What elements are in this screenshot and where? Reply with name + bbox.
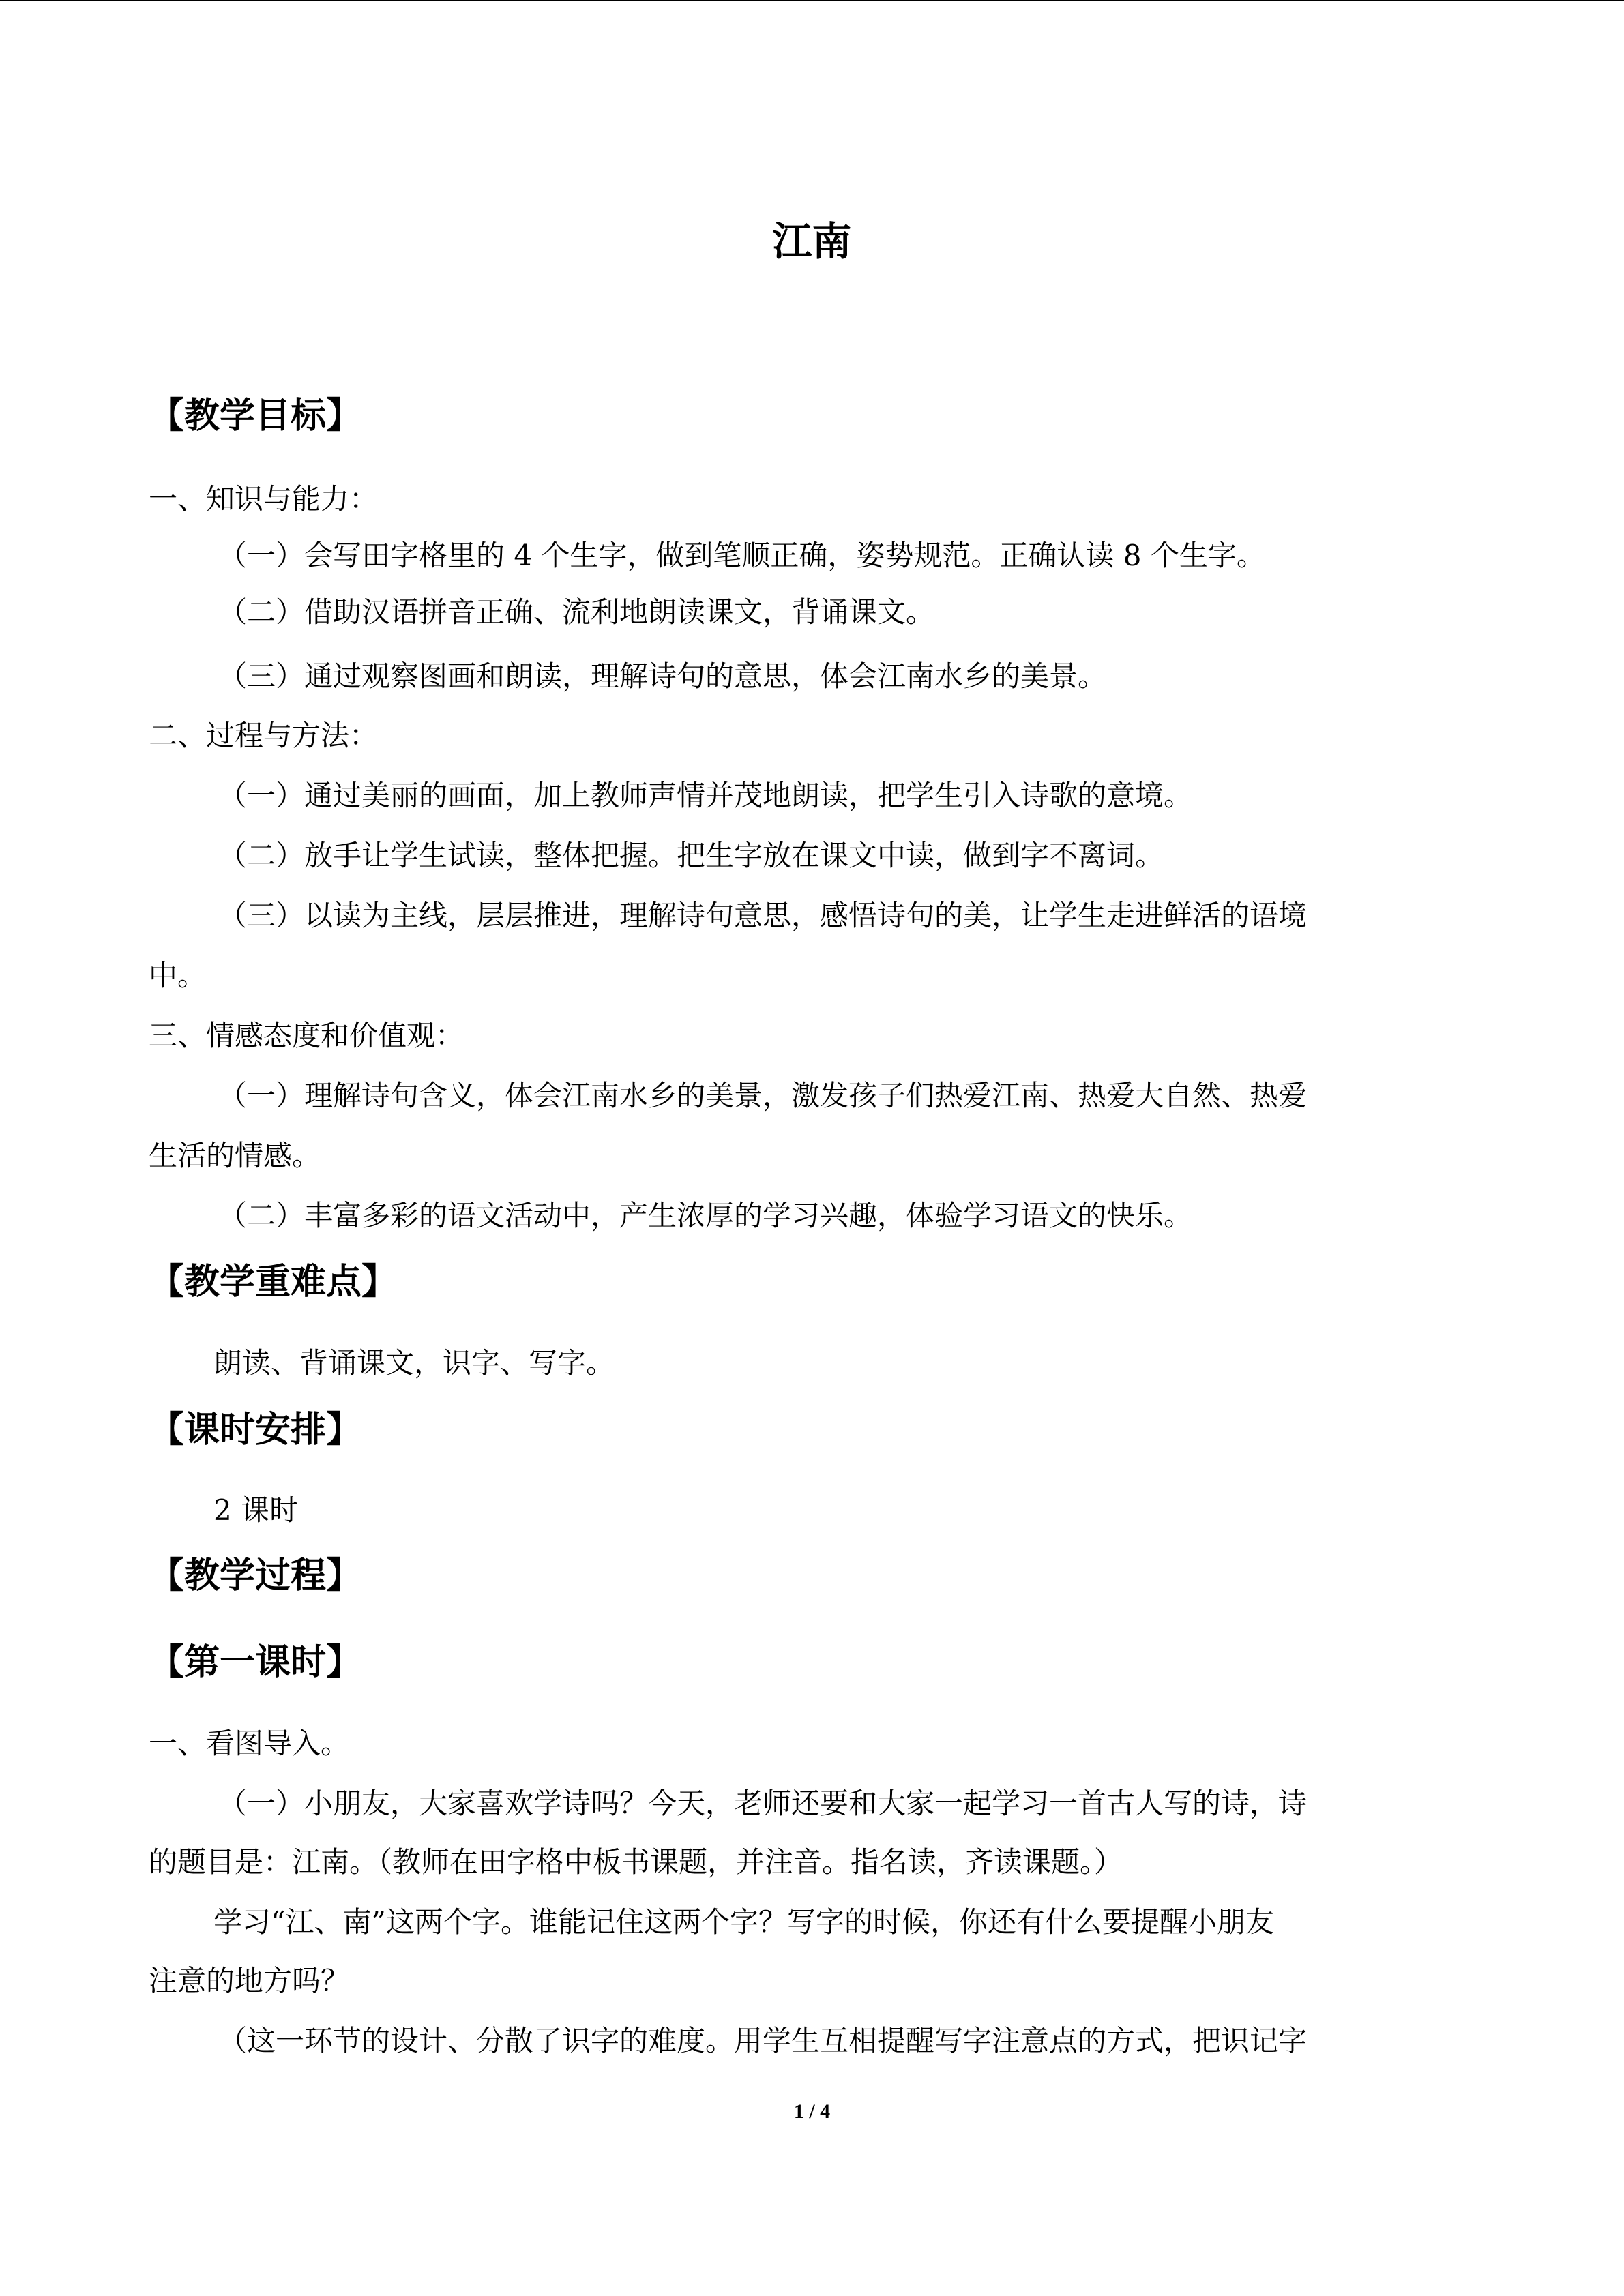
line-objective-1-2: （二）借助汉语拼音正确、流利地朗读课文，背诵课文。 bbox=[218, 595, 935, 629]
heading-key-points: 【教学重难点】 bbox=[149, 1262, 398, 1302]
page-number: 1 / 4 bbox=[793, 2100, 831, 2123]
line-intro: 一、看图导入。 bbox=[149, 1727, 350, 1760]
heading-teaching-process: 【教学过程】 bbox=[149, 1555, 362, 1596]
line-schedule: 2 课时 bbox=[213, 1493, 299, 1527]
line-objective-2-2: （二）放手让学生试读，整体把握。把生字放在课文中读，做到字不离词。 bbox=[218, 839, 1164, 872]
line-objective-1-1: （一）会写田字格里的 4 个生字，做到笔顺正确，姿势规范。正确认读 8 个生字。 bbox=[218, 539, 1265, 572]
line-learn-characters-cont: 注意的地方吗？ bbox=[149, 1964, 350, 1997]
line-emotion-values: 三、情感态度和价值观： bbox=[149, 1019, 464, 1052]
line-objective-3-1-cont: 生活的情感。 bbox=[149, 1139, 321, 1172]
heading-first-lesson: 【第一课时】 bbox=[149, 1642, 362, 1683]
line-process-method: 二、过程与方法： bbox=[149, 719, 379, 752]
line-key-points: 朗读、背诵课文，识字、写字。 bbox=[213, 1346, 615, 1380]
line-objective-2-3-cont: 中。 bbox=[149, 959, 207, 992]
line-learn-characters: 学习“江、南”这两个字。谁能记住这两个字？写字的时候，你还有什么要提醒小朋友 bbox=[213, 1905, 1274, 1939]
line-objective-2-1: （一）通过美丽的画面，加上教师声情并茂地朗读，把学生引入诗歌的意境。 bbox=[218, 779, 1193, 812]
line-knowledge-ability: 一、知识与能力： bbox=[149, 482, 379, 516]
line-objective-2-3: （三）以读为主线，层层推进，理解诗句意思，感悟诗句的美，让学生走进鲜活的语境 bbox=[218, 899, 1308, 932]
line-objective-1-3: （三）通过观察图画和朗读，理解诗句的意思，体会江南水乡的美景。 bbox=[218, 659, 1107, 693]
line-objective-3-1: （一）理解诗句含义，体会江南水乡的美景，激发孩子们热爱江南、热爱大自然、热爱 bbox=[218, 1079, 1308, 1112]
line-design-note: （这一环节的设计、分散了识字的难度。用学生互相提醒写字注意点的方式，把识记字 bbox=[218, 2024, 1308, 2057]
line-intro-1: （一）小朋友，大家喜欢学诗吗？今天，老师还要和大家一起学习一首古人写的诗，诗 bbox=[218, 1787, 1308, 1820]
line-objective-3-2: （二）丰富多彩的语文活动中，产生浓厚的学习兴趣，体验学习语文的快乐。 bbox=[218, 1199, 1193, 1232]
heading-schedule: 【课时安排】 bbox=[149, 1410, 362, 1450]
heading-teaching-objectives: 【教学目标】 bbox=[149, 396, 362, 436]
line-intro-1-cont: 的题目是：江南。（教师在田字格中板书课题，并注音。指名读，齐读课题。） bbox=[149, 1845, 1123, 1879]
document-title: 江南 bbox=[772, 218, 852, 265]
